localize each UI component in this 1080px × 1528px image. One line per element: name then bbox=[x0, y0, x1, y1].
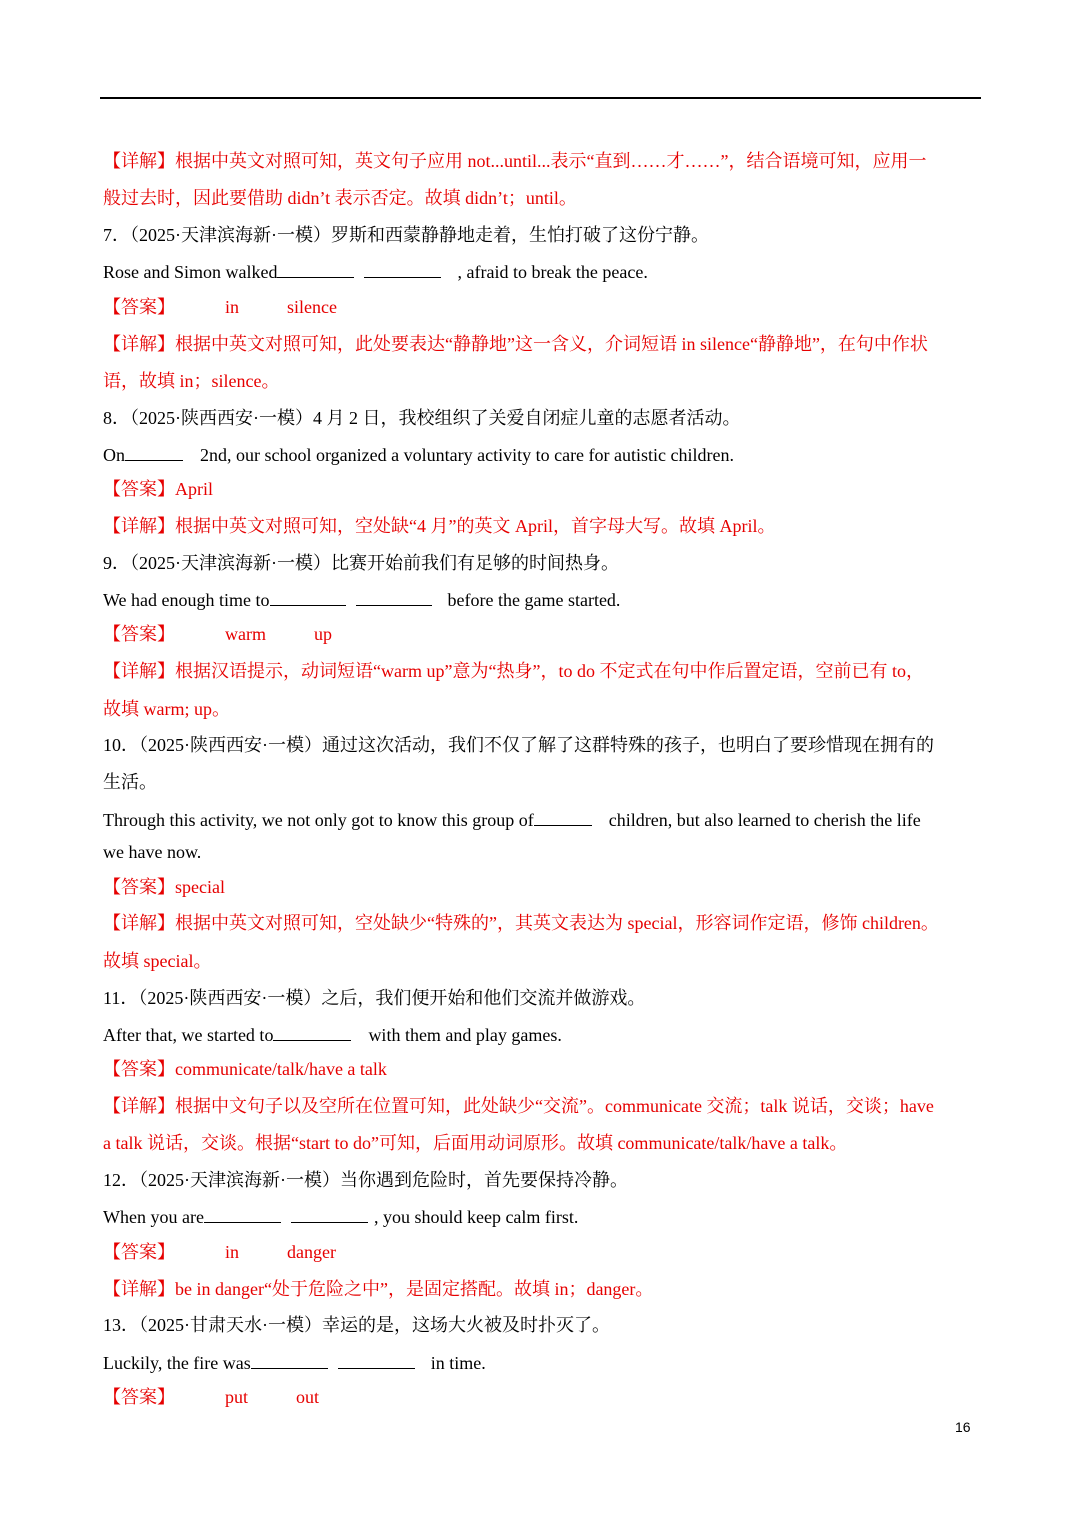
q8-answer: 【答案】April bbox=[103, 479, 213, 499]
q10-detail-line-1: 【详解】根据中英文对照可知，空处缺少“特殊的”，其英文表达为 special，形容词作定语，修饰 children。 bbox=[103, 913, 939, 933]
q7-english-sentence bbox=[103, 259, 648, 284]
q9-detail-line-1: 【详解】根据汉语提示，动词短语“warm up”意为“热身”，to do 不定式在句中作后置定语，空前已有 to， bbox=[103, 661, 924, 681]
q9-question: 9．（2025·天津滨海新·一模）比赛开始前我们有足够的时间热身。 bbox=[103, 553, 619, 573]
q9-detail-line-2: 故填 warm; up。 bbox=[103, 699, 230, 719]
q8-detail: 【详解】根据中英文对照可知，空处缺“4 月”的英文 April，首字母大写。故填 April。 bbox=[103, 516, 776, 536]
page-number: 16 bbox=[955, 1419, 971, 1435]
q13-english-before: Luckily, the fire was bbox=[103, 1353, 251, 1373]
q9-blank-1 bbox=[270, 587, 346, 606]
q12-english-before: When you are bbox=[103, 1207, 204, 1227]
q8-blank bbox=[125, 442, 183, 461]
q12-question: 12．（2025·天津滨海新·一模）当你遇到危险时，首先要保持冷静。 bbox=[103, 1170, 628, 1190]
q11-question: 11．（2025·陕西西安·一模）之后，我们便开始和他们交流并做游戏。 bbox=[103, 988, 646, 1008]
q7-answer bbox=[103, 295, 337, 319]
q13-answer-1: put bbox=[225, 1387, 249, 1407]
q9-english-sentence bbox=[103, 587, 620, 612]
q11-detail-line-2: a talk 说话，交谈。根据“start to do”可知，后面用动词原形。故填 communicate/talk/have a talk。 bbox=[103, 1133, 848, 1153]
q13-english-sentence bbox=[103, 1350, 486, 1375]
q12-english-sentence bbox=[103, 1204, 578, 1229]
q9-answer bbox=[103, 622, 332, 646]
q7-detail-line-2: 语，故填 in；silence。 bbox=[103, 371, 280, 391]
q10-english-before: Through this activity, we not only got to know this group of bbox=[103, 810, 534, 830]
q10-blank bbox=[534, 807, 592, 826]
q13-question: 13．（2025·甘肃天水·一模）幸运的是，这场大火被及时扑灭了。 bbox=[103, 1315, 610, 1335]
q8-english-before: On bbox=[103, 445, 125, 465]
q13-blank-1 bbox=[251, 1350, 328, 1369]
q7-answer-1: in bbox=[225, 297, 240, 317]
q12-answer-1: in bbox=[225, 1242, 240, 1262]
q7-question: 7．（2025·天津滨海新·一模）罗斯和西蒙静静地走着，生怕打破了这份宁静。 bbox=[103, 225, 709, 245]
q13-answer bbox=[103, 1385, 319, 1409]
q13-english-after: in time. bbox=[430, 1353, 486, 1373]
answer-label: 【答案】 bbox=[103, 1242, 175, 1262]
q10-english-sentence bbox=[103, 807, 921, 832]
q7-english-before: Rose and Simon walked bbox=[103, 262, 278, 282]
q9-blank-2 bbox=[356, 587, 432, 606]
q11-detail-line-1: 【详解】根据中文句子以及空所在位置可知，此处缺少“交流”。communicate 交流；talk 说话，交谈；have bbox=[103, 1096, 934, 1116]
q11-english-sentence bbox=[103, 1022, 562, 1047]
q11-english-before: After that, we started to bbox=[103, 1025, 274, 1045]
q9-english-after: before the game started. bbox=[447, 590, 621, 610]
q12-english-after: , you should keep calm first. bbox=[373, 1207, 579, 1227]
q8-english-sentence bbox=[103, 442, 734, 467]
q11-english-after: with them and play games. bbox=[368, 1025, 562, 1045]
q7-blank-1 bbox=[277, 259, 354, 278]
q9-english-before: We had enough time to bbox=[103, 590, 270, 610]
q7-answer-2: silence bbox=[287, 297, 337, 317]
answer-label: 【答案】 bbox=[103, 297, 175, 317]
q7-detail-line-1: 【详解】根据中英文对照可知，此处要表达“静静地”这一含义，介词短语 in silence“静静地”，在句中作状 bbox=[103, 334, 928, 354]
q6-detail-line-1: 【详解】根据中英文对照可知，英文句子应用 not...until...表示“直到……才……”，结合语境可知，应用一 bbox=[103, 151, 927, 171]
q12-blank-2 bbox=[291, 1204, 368, 1223]
q9-answer-1: warm bbox=[225, 624, 266, 644]
q6-detail-line-2: 般过去时，因此要借助 didn’t 表示否定。故填 didn’t；until。 bbox=[103, 188, 577, 208]
q12-detail: 【详解】be in danger“处于危险之中”，是固定搭配。故填 in；danger。 bbox=[103, 1279, 654, 1299]
q12-answer bbox=[103, 1240, 336, 1264]
q7-english-after: , afraid to break the peace. bbox=[457, 262, 648, 282]
q8-english-after: 2nd, our school organized a voluntary activity to care for autistic children. bbox=[200, 445, 734, 465]
q10-detail-line-2: 故填 special。 bbox=[103, 951, 212, 971]
q10-english-line-2: we have now. bbox=[103, 842, 202, 862]
q10-answer: 【答案】special bbox=[103, 877, 225, 897]
q7-blank-2 bbox=[364, 259, 441, 278]
q11-blank bbox=[273, 1022, 351, 1041]
q13-blank-2 bbox=[338, 1350, 415, 1369]
q10-english-after: children, but also learned to cherish the life bbox=[608, 810, 921, 830]
q12-blank-1 bbox=[204, 1204, 281, 1223]
header-rule bbox=[100, 97, 981, 99]
q13-answer-2: out bbox=[296, 1387, 320, 1407]
q12-answer-2: danger bbox=[287, 1242, 336, 1262]
answer-label: 【答案】 bbox=[103, 624, 175, 644]
answer-label: 【答案】 bbox=[103, 1387, 175, 1407]
q8-question: 8．（2025·陕西西安·一模）4 月 2 日，我校组织了关爱自闭症儿童的志愿者活动。 bbox=[103, 408, 741, 428]
q11-answer: 【答案】communicate/talk/have a talk bbox=[103, 1059, 387, 1079]
q10-question-line-2: 生活。 bbox=[103, 772, 157, 792]
q9-answer-2: up bbox=[313, 624, 332, 644]
q10-question-line-1: 10．（2025·陕西西安·一模）通过这次活动，我们不仅了解了这群特殊的孩子，也明白了要珍惜现在拥有的 bbox=[103, 735, 934, 755]
